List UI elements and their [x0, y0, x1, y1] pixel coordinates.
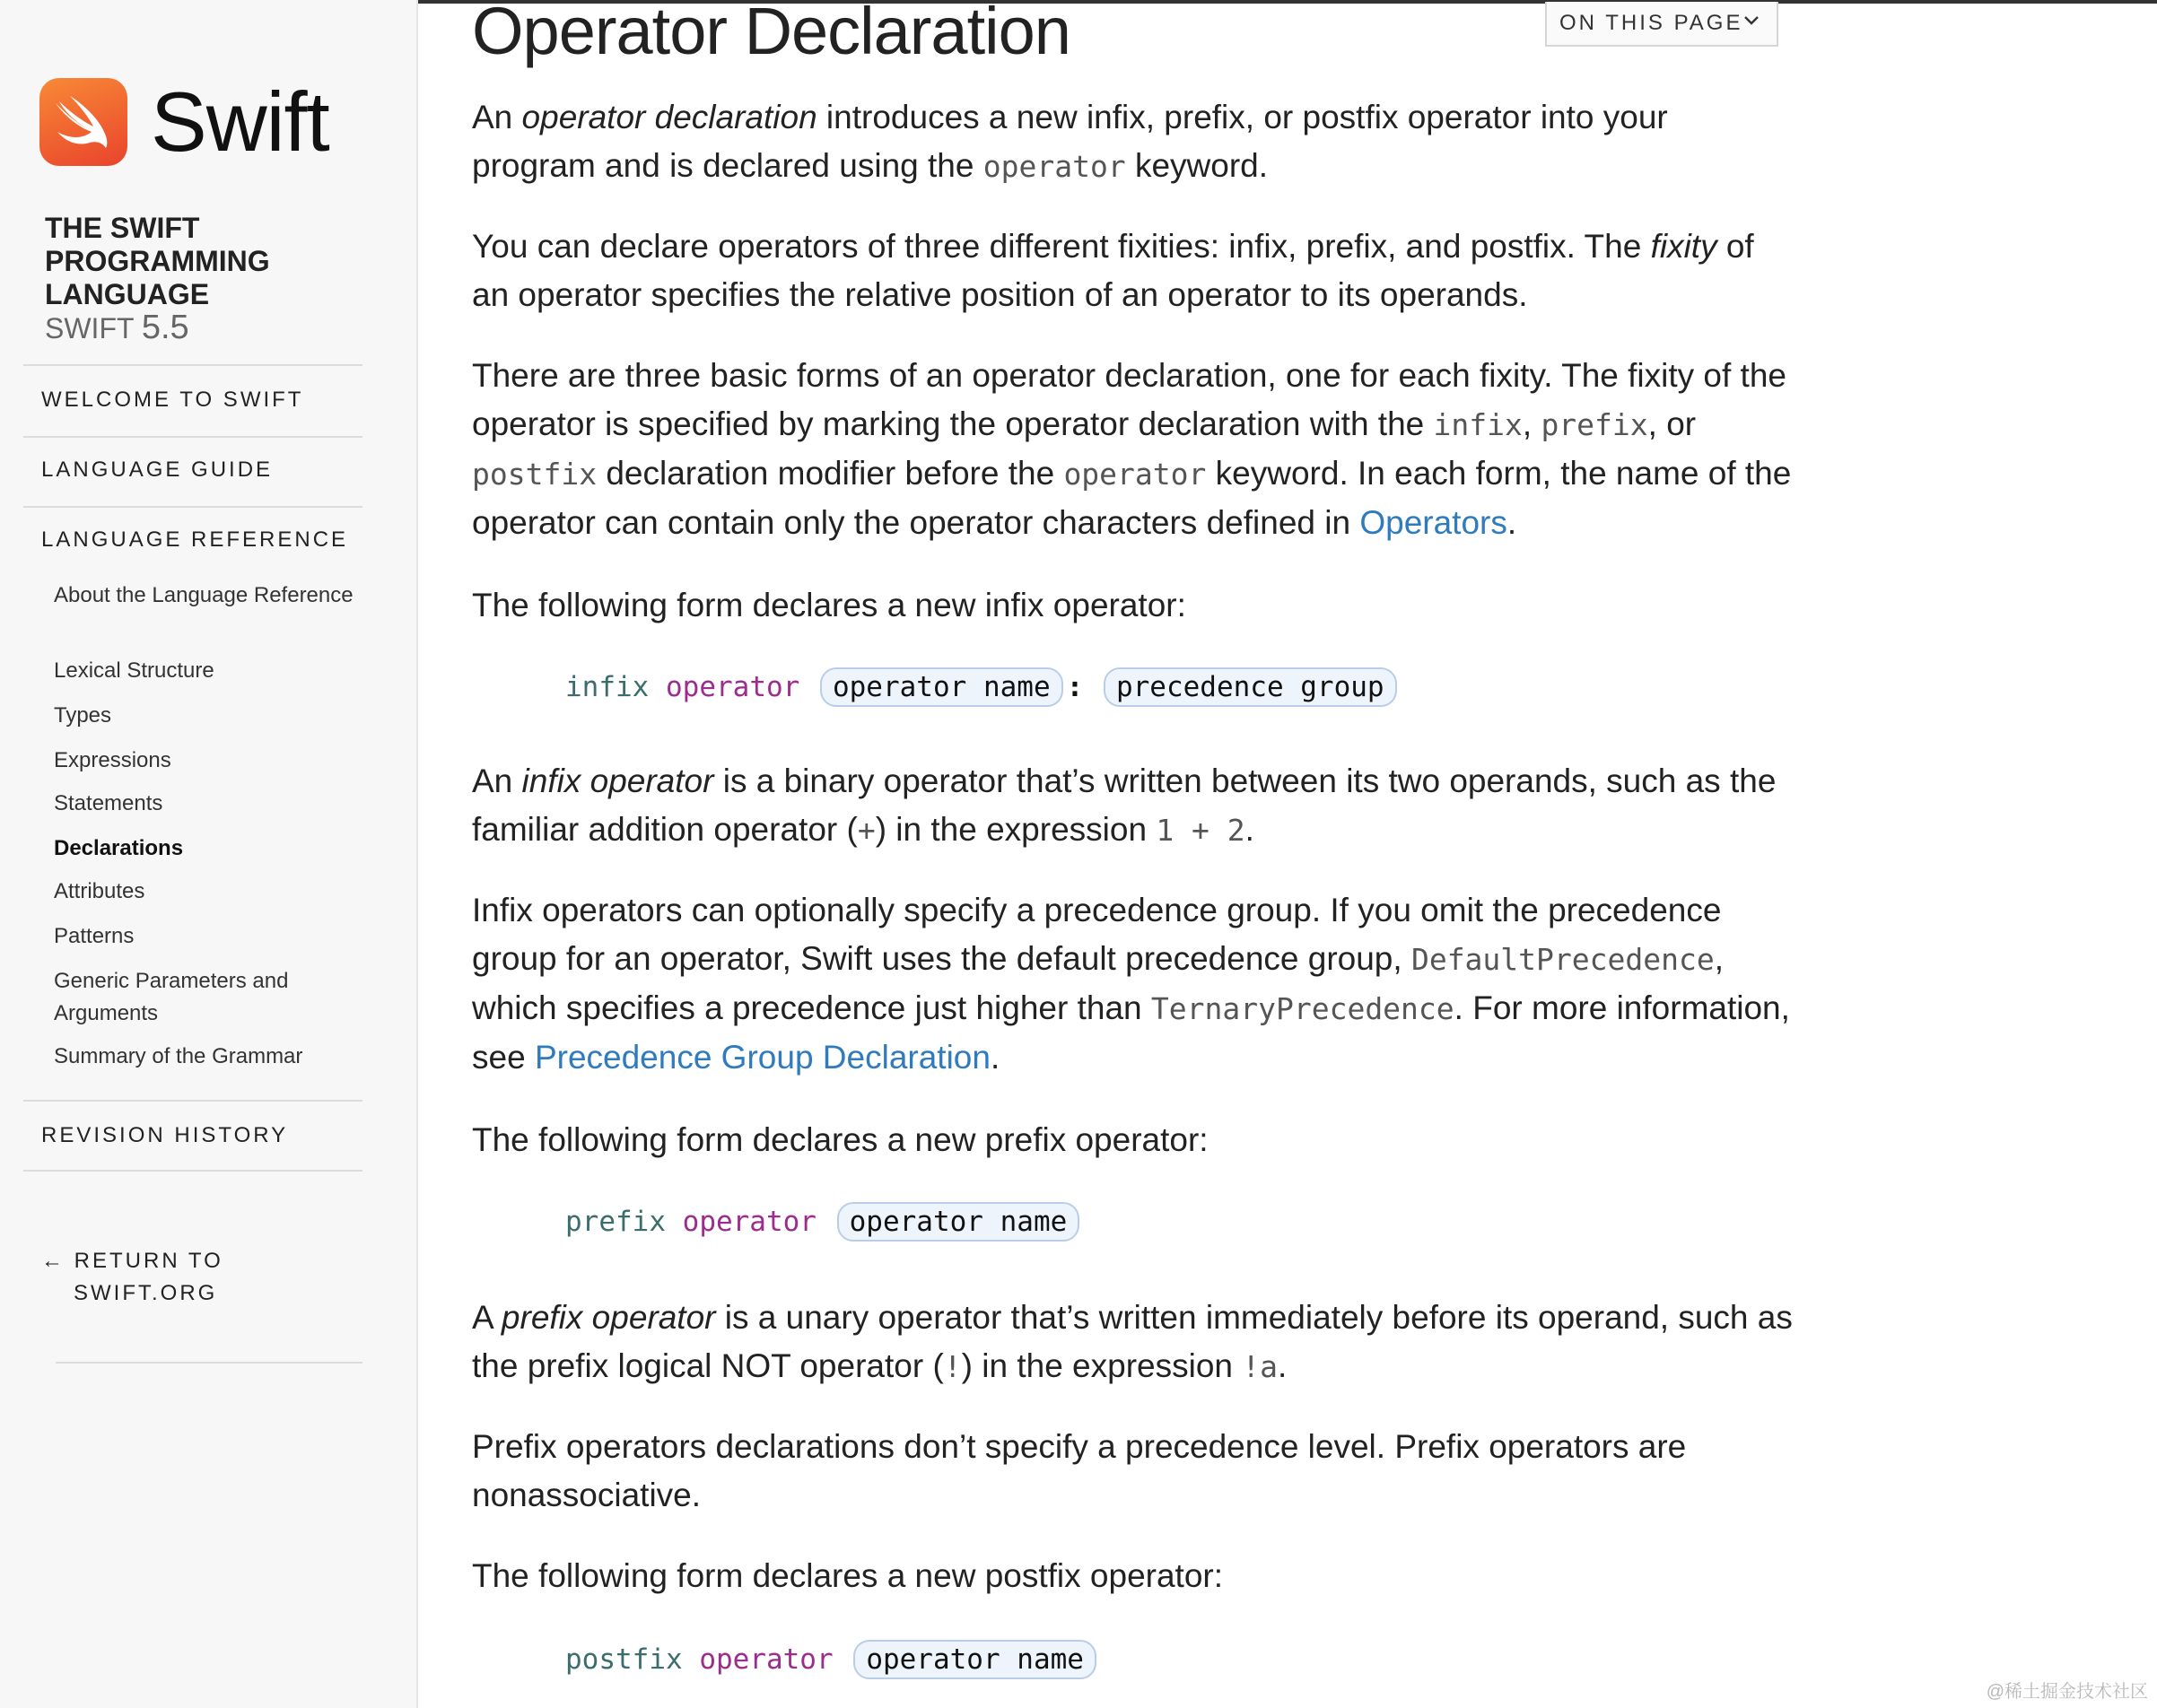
paragraph-postfix-form: The following form declares a new postfix operator: — [472, 1557, 1224, 1594]
placeholder-operator-name: operator name — [837, 1202, 1080, 1242]
on-this-page-dropdown[interactable] — [1545, 2, 1778, 47]
swift-logo-icon — [39, 78, 127, 166]
sidebar-item-patterns[interactable]: Patterns — [54, 924, 135, 948]
operators-link[interactable]: Operators — [1359, 504, 1507, 541]
return-to-swift-link[interactable] — [41, 1245, 223, 1310]
sidebar-item-attributes[interactable]: Attributes — [54, 879, 145, 903]
sidebar-item-summary-grammar[interactable]: Summary of the Grammar — [54, 1044, 303, 1068]
swift-brand[interactable] — [39, 74, 329, 170]
arrow-left-icon: ← — [41, 1249, 65, 1273]
paragraph-prefix-form: The following form declares a new prefix operator: — [472, 1121, 1209, 1158]
divider — [23, 506, 362, 508]
watermark: @稀土掘金技术社区 — [1986, 1682, 2148, 1702]
return-line1: RETURN TO — [74, 1249, 223, 1273]
divider — [23, 1100, 362, 1102]
nav-language-guide[interactable]: LANGUAGE GUIDE — [41, 458, 274, 482]
paragraph-infix-form: The following form declares a new infix operator: — [472, 587, 1186, 623]
divider — [23, 1170, 362, 1172]
version-number: 5.5 — [141, 309, 189, 346]
sidebar-item-declarations[interactable]: Declarations — [54, 836, 184, 860]
divider — [56, 1362, 362, 1364]
sidebar-item-types[interactable]: Types — [54, 703, 112, 728]
sidebar-item-about[interactable]: About the Language Reference — [54, 583, 354, 607]
chevron-down-icon — [1742, 14, 1760, 27]
divider — [23, 436, 362, 438]
book-title[interactable]: THE SWIFT PROGRAMMING LANGUAGE — [45, 212, 270, 310]
paragraph-prefix-precedence: Prefix operators declarations don’t specify a precedence level. Prefix operators are nonassociative. — [472, 1428, 1687, 1513]
page-title: Operator Declaration — [472, 0, 1070, 68]
placeholder-operator-name: operator name — [853, 1640, 1096, 1679]
sidebar-item-expressions[interactable]: Expressions — [54, 748, 171, 772]
paragraph-fixities: You can declare operators of three different fixities: infix, prefix, and postfix. The fixity of an operator specifies the relative position of an operator to its operands. — [472, 228, 1754, 313]
paragraph-precedence: Infix operators can optionally specify a precedence group. If you omit the precedence group for an operator, Swift uses the default precedence group, DefaultPrecedence, which specifies a precedence just higher than TernaryPrecedence. For more information, see Precedence Group Declaration. — [472, 892, 1790, 1076]
on-this-page-label: ON THIS PAGE — [1559, 11, 1743, 35]
sidebar-item-statements[interactable]: Statements — [54, 791, 163, 815]
sidebar — [0, 0, 418, 1708]
paragraph-intro: An operator declaration introduces a new infix, prefix, or postfix operator into your program and is declared using the operator keyword. — [472, 99, 1668, 184]
nav-revision-history[interactable]: REVISION HISTORY — [41, 1123, 289, 1147]
code-infix-declaration: infix operator operator name : precedence group — [565, 667, 1401, 707]
paragraph-prefix-operator: A prefix operator is a unary operator that’s written immediately before its operand, such as the prefix logical NOT operator (!) in the expression !a. — [472, 1299, 1793, 1384]
precedence-group-declaration-link[interactable]: Precedence Group Declaration — [534, 1039, 991, 1076]
sidebar-item-generic-parameters[interactable]: Generic Parameters and Arguments — [54, 969, 289, 1025]
nav-language-reference[interactable]: LANGUAGE REFERENCE — [41, 527, 349, 552]
paragraph-infix-operator: An infix operator is a binary operator that’s written between its two operands, such as the familiar addition operator (+) in the expression 1 + 2. — [472, 762, 1777, 848]
placeholder-operator-name: operator name — [820, 667, 1063, 707]
version-label: SWIFT — [45, 312, 134, 344]
code-postfix-declaration: postfix operator operator name — [565, 1640, 1100, 1679]
placeholder-precedence-group: precedence group — [1104, 667, 1397, 707]
book-version — [45, 309, 189, 347]
nav-welcome[interactable]: WELCOME TO SWIFT — [41, 388, 304, 412]
return-line2: SWIFT.ORG — [74, 1281, 218, 1305]
code-prefix-declaration: prefix operator operator name — [565, 1202, 1083, 1242]
divider — [23, 364, 362, 366]
paragraph-forms: There are three basic forms of an operator declaration, one for each fixity. The fixity of the operator is specified by marking the operator declaration with the infix, prefix, or postfix declaration modifier before the operator keyword. In each form, the name of the operator can contain only the operator characters defined in Operators. — [472, 357, 1792, 541]
sidebar-item-lexical-structure[interactable]: Lexical Structure — [54, 658, 214, 683]
brand-name: Swift — [151, 74, 329, 169]
